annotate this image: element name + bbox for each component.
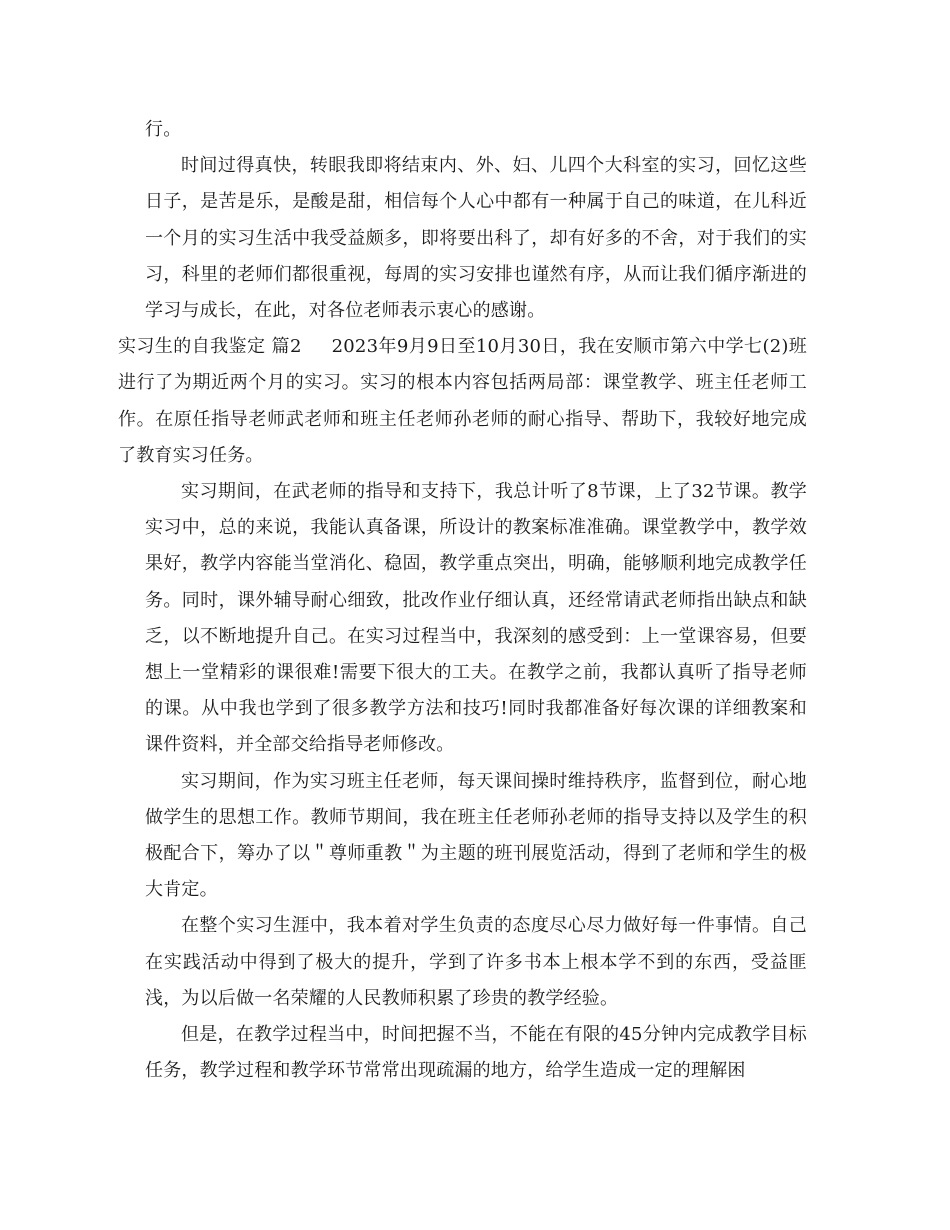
section-intro-text: 2023年9月9日至10月30日，我在安顺市第六中学七(2)班进行了为期近两个月的实习。实习的根本内容包括两局部：课堂教学、班主任老师工作。在原任指导老师武老师和班主任老师孙老师的耐心指导、帮助下，我较好地完成了教育实习任务。 bbox=[118, 336, 808, 466]
paragraph-homeroom-work: 实习期间，作为实习班主任老师，每天课间操时维持秩序，监督到位，耐心地做学生的思想工作。教师节期间，我在班主任老师孙老师的指导支持以及学生的积极配合下，筹办了以＂尊师重教＂为主题的班刊展览活动，得到了老师和学生的极大肯定。 bbox=[145, 770, 807, 901]
paragraph-section-start bbox=[118, 329, 807, 474]
section-heading: 实习生的自我鉴定 篇2 bbox=[118, 336, 302, 358]
document-body bbox=[118, 112, 808, 1089]
paragraph-shortcomings: 但是，在教学过程当中，时间把握不当，不能在有限的45分钟内完成教学目标任务，教学过程和教学环节常常出现疏漏的地方，给学生造成一定的理解困 bbox=[145, 1024, 807, 1082]
paragraph-internship-reflection: 时间过得真快，转眼我即将结束内、外、妇、儿四个大科室的实习，回忆这些日子，是苦是乐，是酸是甜，相信每个人心中都有一种属于自己的味道，在儿科近一个月的实习生活中我受益颇多，即将要出科了，却有好多的不舍，对于我们的实习，科里的老师们都很重视，每周的实习安排也谨然有序，从而让我们循序渐进的学习与成长，在此，对各位老师表示衷心的感谢。 bbox=[145, 155, 807, 322]
paragraph-overall-gain: 在整个实习生涯中，我本着对学生负责的态度尽心尽力做好每一件事情。自己在实践活动中得到了极大的提升，学到了许多书本上根本学不到的东西，受益匪浅，为以后做一名荣耀的人民教师积累了珍贵的教学经验。 bbox=[145, 915, 807, 1009]
paragraph-continuation: 行。 bbox=[145, 119, 182, 140]
paragraph-teaching-practice: 实习期间，在武老师的指导和支持下，我总计听了8节课，上了32节课。教学实习中，总的来说，我能认真备课，所设计的教案标准准确。课堂教学中，教学效果好，教学内容能当堂消化、稳固，教学重点突出，明确，能够顺利地完成教学任务。同时，课外辅导耐心细致，批改作业仔细认真，还经常请武老师指出缺点和缺乏，以不断地提升自己。在实习过程当中，我深刻的感受到：上一堂课容易，但要想上一堂精彩的课很难!需要下很大的工夫。在教学之前，我都认真听了指导老师的课。从中我也学到了很多教学方法和技巧!同时我都准备好每次课的详细教案和课件资料，并全部交给指导老师修改。 bbox=[145, 481, 807, 756]
